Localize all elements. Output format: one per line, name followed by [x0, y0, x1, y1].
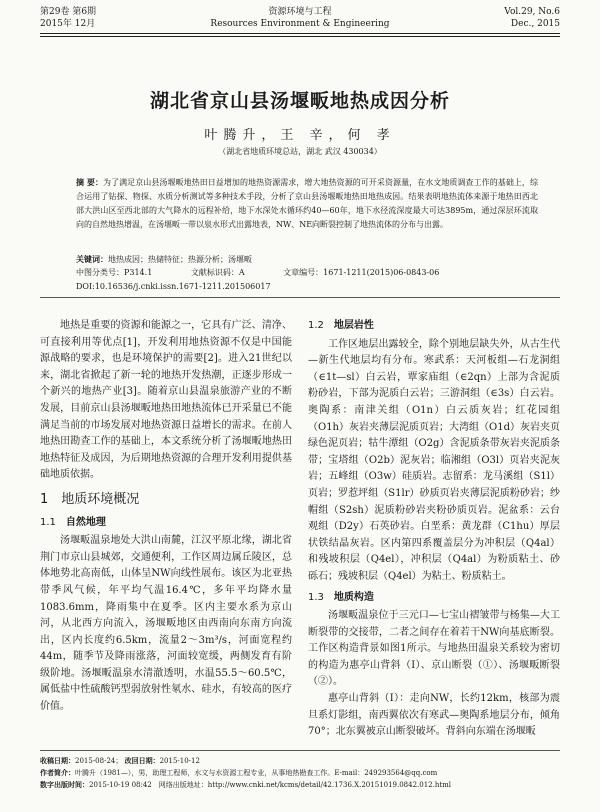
anticline-paragraph: 惠亭山背斜（Ⅰ）：走向NW，长约12km，核部为震旦系灯影组，南西翼依次有寒武—奥陶系地层分布，倾角70°；北东翼被京山断裂破坏。背斜向东端在汤堰畈 [308, 693, 560, 738]
running-header [40, 6, 560, 46]
article-number: 文章编号：1671-1211(2015)06-0843-06 [283, 268, 440, 277]
geography-paragraph: 汤堰畈温泉地处大洪山南麓，江汉平原北缘，湖北省荆门市京山县城郊，交通便利，工作区周边属丘陵区，总体地势北高南低，山体呈NW向线性展布。该区为北亚热带季风气候，年平均气温16.4℃，多年平均降水量1083.6mm，降雨集中在夏季。区内主要水系为京山河，从北西方向流入，汤堰畈地区由西南向东南方向流出，区内长度约6.5km，流量2～3m³/s，河面宽程约44m，随季节及降雨涨落，河面较宽缓，两侧发育有阶级阶地。汤堰畈温泉水清澈透明，水温55.5～60.5℃，属低盐中性硫酸钙型弱放射性氡水、硅水，有较高的医疗价值。 [40, 535, 292, 713]
right-column [308, 318, 560, 741]
publication-label: 数字出版时间： [40, 780, 89, 789]
header-rule-thick [40, 33, 560, 34]
header-volume-cn: 第29卷 第6期 [40, 7, 97, 17]
header-right [504, 6, 560, 30]
header-rule-thin [40, 36, 560, 37]
journal-name-en: Resources Environment & Engineering [210, 19, 390, 29]
received-date: 2015-08-24； [75, 757, 123, 765]
intro-paragraph: 地热是重要的资源和能源之一，它具有广泛、清净、可直接利用等优点[1]，开发利用地热资源不仅是中国能源战略的要求，也是环境保护的需要[2]。进入21世纪以来，湖北省掀起了新一轮的地热开发热潮，正逐步形成一个新兴的地热产业[3]。随着京山县温泉旅游产业的不断发展，目前京山县汤堰畈地热田地热流体已开采量已不能满足当前的市场发展对地热资源日益增长的需求。在前人地热田勘查工作的基础上，本文系统分析了汤堰畈地热田地热特征及成因，为后期地热资源的合理开发利用提供基础地质依据。 [40, 320, 292, 481]
author-bio: 叶腾升（1981—），男，助理工程师，水文与水资源工程专业，从事地热勘查工作。E-mail：249293564@qq.com [75, 769, 438, 777]
revised-label: 改回日期： [124, 756, 160, 765]
subsection-number: 1.3 [308, 591, 324, 603]
abstract-text: 为了满足京山县汤堰畈地热田日益增加的地热资源需求，增大地热资源的可开采资源量，在水文地质调查工作的基础上，综合运用了钻探、物探、水质分析测试等多种技术手段，分析了京山县汤堰畈地热田地热成因。结果表明地热流体来源于地热田西北部大洪山区至西北部的大气降水的远程补给，地下水深处水循环约40—60年，地下水径流深度最大可达3895m，通过深层环流取向的自然地热增温，在汤堰畈一带以泉水形式出露地表，NW、NE向断裂控制了地热流体的分布与出露。 [76, 178, 538, 229]
subsection-title: 自然地理 [65, 516, 106, 528]
header-date-cn: 2015年 12月 [40, 19, 96, 29]
footnote-block [40, 750, 560, 791]
abstract-label: 摘 要： [76, 177, 104, 187]
strata-paragraph: 工作区地层出露较全，除个别地层缺失外，从古生代—新生代地层均有分布。寒武系：天河板组—石龙洞组（∈1t—sl）白云岩，覃家庙组（∈2qn）上部为含泥质粉砂岩，下部为泥质白云岩；三游洞组（∈3s）白云岩。奥陶系：南津关组（O1n）白云质灰岩；红花园组（O1h）灰岩夹薄层泥质页岩；大湾组（O1d）灰岩夹页绿色泥页岩；牯牛潭组（O2g）含泥质条带灰岩夹泥质条带；宝塔组（O2b）泥灰岩；临湘组（O3l）页岩夹泥灰岩；五峰组（O3w）硅质岩。志留系：龙马溪组（S1l）页岩；罗惹坪组（S1lr）砂质页岩夹薄层泥质粉砂岩；纱帽组（S2sh）泥质粉砂岩夹粉砂质页岩。泥盆系：云台观组（D2y）石英砂岩。白垩系：黄龙群（C1hu）厚层状铁结晶灰岩。区内第四系覆盖层分为冲积层（Q4al）和残坡积层（Q4el），冲积层（Q4al）为粉质粘土、砂砾石；残坡积层（Q4el）为粘土、粉质粘土。 [308, 338, 560, 582]
clc-number: 中图分类号：P314.1 [76, 268, 153, 277]
subsection-heading-1-1 [40, 515, 292, 532]
paper-authors: 叶腾升，王 辛，何 孝 [204, 128, 396, 143]
keywords-text: 地热成因；热储特征；热源分析；汤堰畈 [108, 255, 252, 264]
left-column [40, 318, 292, 716]
classification-line [76, 267, 538, 279]
header-center [40, 6, 560, 30]
doi-line: DOI:10.16536/j.cnki.issn.1671-1211.201506017 [76, 282, 271, 291]
abstract-block [76, 175, 538, 232]
subsection-heading-1-2 [308, 318, 560, 335]
abstract-divider [40, 297, 560, 298]
subsection-heading-1-3 [308, 590, 560, 607]
subsection-number: 1.1 [40, 516, 56, 528]
author-bio-label: 作者简介： [40, 768, 75, 777]
revised-date: 2015-10-12 [159, 757, 200, 765]
subsection-title: 地层岩性 [333, 320, 374, 331]
keywords-block [76, 253, 538, 266]
footnote-author [40, 767, 560, 779]
footnote-dates [40, 755, 560, 767]
document-code: 文献标识码：A [190, 268, 245, 277]
keywords-label: 关键词： [76, 254, 108, 264]
header-volume-en: Vol.29, No.6 [504, 7, 560, 17]
paper-title: 湖北省京山县汤堰畈地热成因分析 [149, 90, 450, 112]
subsection-title: 地质构造 [333, 591, 374, 603]
received-label: 收稿日期： [40, 756, 75, 765]
publication-info: 2015-10-19 08:42 网络出版地址：http://www.cnki.net/kcms/detail/42.1736.X.20151019.0842.012.html [89, 781, 452, 789]
journal-name-cn: 资源环境与工程 [268, 7, 332, 17]
structure-paragraph: 汤堰畈温泉位于三元口—七宝山褶皱带与杨集—大工断裂带的交接带，二者之间存在着若干NW向基底断裂。工作区构造背景如图1所示。与地热田温泉关系较为密切的构造为惠亭山背斜（Ⅰ）、京山断裂（①）、汤堰畈断裂（②）。 [308, 610, 560, 688]
subsection-number: 1.2 [308, 320, 324, 331]
header-date-en: Dec., 2015 [510, 19, 560, 29]
paper-affiliation: （湖北省地质环境总站，湖北 武汉 430034） [218, 147, 382, 156]
section-heading-1: 1 地质环境概况 [40, 491, 140, 507]
footnote-publication [40, 779, 560, 791]
